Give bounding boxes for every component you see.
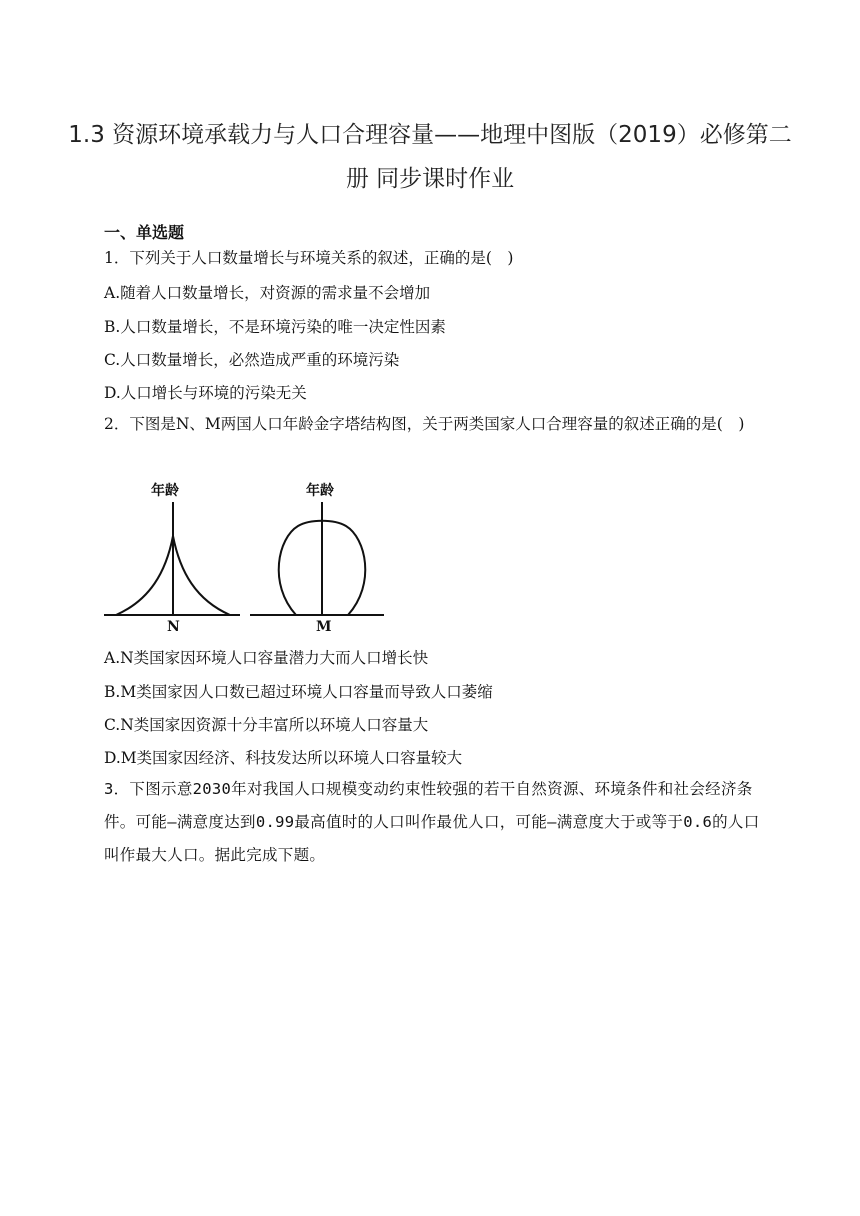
question-1-stem: 1．下列关于人口数量增长与环境关系的叙述，正确的是( ) xyxy=(104,249,514,267)
n-chart-label: N xyxy=(167,619,180,635)
m-axis-label: 年龄 xyxy=(306,483,334,499)
pyramid-diagrams xyxy=(100,476,400,640)
section-heading: 一、单选题 xyxy=(104,223,185,242)
population-pyramid-figure xyxy=(100,476,400,640)
question-1-option-c: C.人口数量增长，必然造成严重的环境污染 xyxy=(104,351,400,369)
question-2-option-b: B.M类国家因人口数已超过环境人口容量而导致人口萎缩 xyxy=(104,683,493,701)
m-chart-label: M xyxy=(316,619,332,635)
question-2-option-d: D.M类国家因经济、科技发达所以环境人口容量较大 xyxy=(104,749,463,767)
question-3-stem: 3．下图示意2030年对我国人口规模变动约束性较强的若干自然资源、环境条件和社会经济条件。可能—满意度达到0.99最高值时的人口叫作最优人口，可能—满意度大于或等于0.6的人口叫作最大人口。据此完成下题。 xyxy=(104,780,760,864)
question-2-stem: 2．下图是N、M两国人口年龄金字塔结构图，关于两类国家人口合理容量的叙述正确的是( ) xyxy=(104,415,745,433)
question-1-option-b: B.人口数量增长，不是环境污染的唯一决定性因素 xyxy=(104,318,446,336)
question-2-option-c: C.N类国家因资源十分丰富所以环境人口容量大 xyxy=(104,716,429,734)
pyramid-n xyxy=(104,502,240,615)
question-1-option-d: D.人口增长与环境的污染无关 xyxy=(104,384,307,402)
page-title: 1.3 资源环境承载力与人口合理容量——地理中图版（2019）必修第二册 同步课时作业 xyxy=(68,122,792,192)
question-2-option-a: A.N类国家因环境人口容量潜力大而人口增长快 xyxy=(104,649,429,667)
question-1-option-a: A.随着人口数量增长，对资源的需求量不会增加 xyxy=(104,284,431,302)
n-axis-label: 年龄 xyxy=(151,483,179,499)
pyramid-m xyxy=(250,502,384,615)
